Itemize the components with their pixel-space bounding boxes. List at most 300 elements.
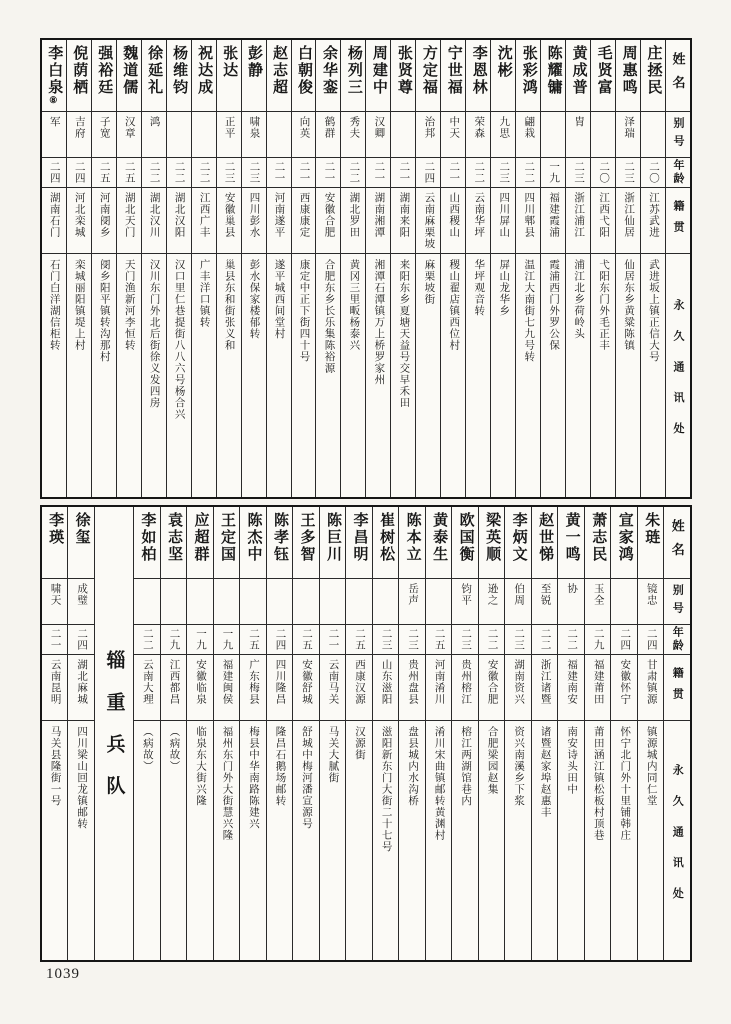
person-age: 二三 bbox=[248, 161, 260, 184]
person-address: 康定中正下街四十号 bbox=[298, 259, 310, 363]
person-name: 李昌明 bbox=[351, 512, 368, 563]
person-native-cell bbox=[466, 188, 490, 254]
person-age: 二四 bbox=[73, 161, 85, 184]
person-alias: 正平 bbox=[223, 116, 235, 139]
person-column bbox=[191, 40, 216, 497]
person-native: 安徽临泉 bbox=[194, 659, 206, 705]
person-age-cell bbox=[491, 158, 515, 188]
person-age-cell bbox=[292, 158, 316, 188]
person-name: 徐玺 bbox=[73, 512, 90, 546]
person-alias-cell bbox=[192, 112, 216, 158]
person-column bbox=[241, 40, 266, 497]
person-address: 诸暨赵家埠赵惠丰 bbox=[539, 726, 551, 818]
person-name-cell bbox=[558, 507, 584, 579]
person-column bbox=[66, 40, 91, 497]
person-alias-cell bbox=[585, 579, 611, 625]
person-name: 王定国 bbox=[218, 512, 235, 563]
person-address: 巢县东和街张义和 bbox=[223, 259, 235, 351]
person-name: 陈耀镛 bbox=[545, 45, 562, 96]
person-name: 李瑛 bbox=[47, 512, 64, 546]
person-address-cell bbox=[217, 254, 241, 497]
person-column bbox=[531, 507, 558, 960]
person-age: 二九 bbox=[592, 628, 604, 651]
header-age-label: 年龄 bbox=[672, 159, 685, 186]
person-age: 二四 bbox=[645, 628, 657, 651]
person-name: 张贤尊 bbox=[395, 45, 412, 96]
person-name: 陈杰中 bbox=[245, 512, 262, 563]
person-address: 仙居东乡黄粱陈镇 bbox=[623, 259, 635, 351]
person-name-cell bbox=[67, 40, 91, 112]
person-address: 临泉东大街兴隆 bbox=[194, 726, 206, 807]
section-divider bbox=[94, 507, 133, 960]
person-address-cell bbox=[214, 721, 240, 960]
person-name-cell bbox=[267, 507, 293, 579]
roster-table-top bbox=[40, 38, 692, 499]
person-native-cell bbox=[585, 655, 611, 721]
person-address-cell bbox=[346, 721, 372, 960]
person-native-cell bbox=[92, 188, 116, 254]
person-address: 石门白洋湖信柜转 bbox=[48, 259, 60, 351]
person-alias-cell bbox=[134, 579, 160, 625]
person-name-cell bbox=[616, 40, 640, 112]
person-native: 湖南资兴 bbox=[513, 659, 525, 705]
person-name: 庄拯民 bbox=[645, 45, 662, 96]
person-alias: 岳声 bbox=[407, 583, 419, 606]
person-alias-cell bbox=[142, 112, 166, 158]
person-alias: 九思 bbox=[498, 116, 510, 139]
person-name-cell bbox=[117, 40, 141, 112]
person-column bbox=[465, 40, 490, 497]
person-address-cell bbox=[92, 254, 116, 497]
person-name-cell bbox=[161, 507, 187, 579]
person-alias: 汉卿 bbox=[373, 116, 385, 139]
person-column bbox=[440, 40, 465, 497]
person-name-cell bbox=[316, 40, 340, 112]
person-name: 陈孝钰 bbox=[272, 512, 288, 563]
person-age: 二九 bbox=[168, 628, 180, 651]
person-column bbox=[345, 507, 372, 960]
person-column bbox=[640, 40, 665, 497]
person-address: 资兴南溪乡下浆 bbox=[513, 726, 525, 807]
person-name-cell bbox=[187, 507, 213, 579]
person-alias-cell bbox=[516, 112, 540, 158]
person-name-cell bbox=[541, 40, 565, 112]
person-native-cell bbox=[293, 655, 319, 721]
person-age: 二五 bbox=[301, 628, 313, 651]
person-column bbox=[319, 507, 346, 960]
person-native: 河南淆川 bbox=[433, 659, 445, 705]
person-address: 来阳东乡夏塘天益号交早禾田 bbox=[398, 259, 410, 409]
person-column bbox=[239, 507, 266, 960]
person-age: 二二 bbox=[539, 628, 551, 651]
person-name: 黄泰生 bbox=[431, 512, 448, 563]
person-native-cell bbox=[373, 655, 399, 721]
person-column bbox=[425, 507, 452, 960]
person-age: 二四 bbox=[76, 628, 88, 651]
person-alias-cell bbox=[641, 112, 665, 158]
person-name: 强裕廷 bbox=[96, 45, 113, 96]
person-native: 四川屏山 bbox=[498, 192, 510, 238]
person-age: 二五 bbox=[354, 628, 366, 651]
person-address: 马关大腻街 bbox=[327, 726, 339, 784]
person-name-cell bbox=[293, 507, 319, 579]
person-column bbox=[186, 507, 213, 960]
person-native: 湖北罗田 bbox=[348, 192, 360, 238]
person-address-cell bbox=[452, 721, 478, 960]
header-alias bbox=[666, 112, 690, 158]
person-address-cell bbox=[240, 721, 266, 960]
person-address: 温江大南街七九号转 bbox=[523, 259, 535, 363]
person-native-cell bbox=[292, 188, 316, 254]
person-address-cell bbox=[42, 721, 68, 960]
person-name-cell bbox=[566, 40, 590, 112]
header-address-label: 永久通讯处 bbox=[671, 763, 684, 918]
person-name-cell bbox=[466, 40, 490, 112]
person-native-cell bbox=[452, 655, 478, 721]
person-alias: 协 bbox=[566, 583, 578, 595]
person-address-cell bbox=[316, 254, 340, 497]
person-name: 杨维钧 bbox=[171, 45, 188, 96]
person-name-cell bbox=[611, 507, 637, 579]
person-native: 湖北汉川 bbox=[148, 192, 160, 238]
person-age-cell bbox=[142, 158, 166, 188]
person-age: 二一 bbox=[323, 161, 335, 184]
person-age-cell bbox=[217, 158, 241, 188]
person-name-cell bbox=[426, 507, 452, 579]
person-age: 二一 bbox=[49, 628, 61, 651]
person-name-cell bbox=[214, 507, 240, 579]
person-address: 汉川东门外北后街徐义发四房 bbox=[148, 259, 160, 409]
person-age-cell bbox=[391, 158, 415, 188]
person-address: 麻栗坡街 bbox=[423, 259, 435, 305]
person-alias-cell bbox=[638, 579, 664, 625]
person-age: 一九 bbox=[548, 161, 560, 184]
person-address: 榕江两湖馆巷内 bbox=[460, 726, 472, 807]
person-address: 淆川宋曲镇邮转黄渊村 bbox=[433, 726, 445, 841]
person-address-cell bbox=[611, 721, 637, 960]
person-age: 二一 bbox=[448, 161, 460, 184]
person-name: 周惠鸣 bbox=[620, 45, 637, 96]
person-column bbox=[42, 40, 66, 497]
person-alias: 成璧 bbox=[76, 583, 88, 606]
person-column bbox=[615, 40, 640, 497]
person-name: 应超群 bbox=[192, 512, 209, 563]
person-native-cell bbox=[616, 188, 640, 254]
person-native: 安徽巢县 bbox=[223, 192, 235, 238]
person-native-cell bbox=[479, 655, 505, 721]
person-age-cell bbox=[267, 625, 293, 655]
person-native-cell bbox=[117, 188, 141, 254]
person-age-cell bbox=[505, 625, 531, 655]
person-age-cell bbox=[441, 158, 465, 188]
person-address: 华坪观音转 bbox=[473, 259, 485, 317]
person-name-cell bbox=[217, 40, 241, 112]
person-alias-cell bbox=[161, 579, 187, 625]
person-age: 一九 bbox=[194, 628, 206, 651]
person-native: 河北栾城 bbox=[73, 192, 85, 238]
person-age: 二五 bbox=[123, 161, 135, 184]
person-column bbox=[291, 40, 316, 497]
person-address: 福州东门外大街慧兴隆 bbox=[221, 726, 233, 841]
person-native-cell bbox=[67, 188, 91, 254]
header-alias bbox=[664, 579, 690, 625]
person-age-cell bbox=[42, 625, 68, 655]
person-address: 汉口里仁巷提街八八六号杨合兴 bbox=[173, 259, 185, 420]
person-native: 湖北天门 bbox=[123, 192, 135, 238]
person-native-cell bbox=[399, 655, 425, 721]
person-address-cell bbox=[426, 721, 452, 960]
person-age: 二〇 bbox=[598, 161, 610, 184]
person-alias-cell bbox=[532, 579, 558, 625]
person-address: 天门渔新河李恒转 bbox=[123, 259, 135, 351]
person-age-cell bbox=[566, 158, 590, 188]
header-column bbox=[663, 507, 690, 960]
person-age: 二三 bbox=[498, 161, 510, 184]
person-address: 马关县隆街一号 bbox=[49, 726, 61, 807]
person-age-cell bbox=[611, 625, 637, 655]
person-native: 山东滋阳 bbox=[380, 659, 392, 705]
person-alias: 啸泉 bbox=[248, 116, 260, 139]
person-name-cell bbox=[192, 40, 216, 112]
person-address-cell bbox=[242, 254, 266, 497]
person-name-cell bbox=[240, 507, 266, 579]
person-alias: 中天 bbox=[448, 116, 460, 139]
person-name: 祝达成 bbox=[196, 45, 213, 96]
person-age-cell bbox=[558, 625, 584, 655]
person-alias-cell bbox=[68, 579, 94, 625]
person-address-cell bbox=[532, 721, 558, 960]
person-name-cell bbox=[92, 40, 116, 112]
person-native-cell bbox=[240, 655, 266, 721]
person-alias-cell bbox=[616, 112, 640, 158]
person-address-cell bbox=[293, 721, 319, 960]
person-age: 二四 bbox=[48, 161, 60, 184]
person-alias-cell bbox=[558, 579, 584, 625]
person-native: 西康康定 bbox=[298, 192, 310, 238]
person-alias-cell bbox=[217, 112, 241, 158]
person-age-cell bbox=[641, 158, 665, 188]
person-native-cell bbox=[142, 188, 166, 254]
person-name: 王多智 bbox=[298, 512, 315, 563]
person-native-cell bbox=[320, 655, 346, 721]
person-age-cell bbox=[117, 158, 141, 188]
person-name-cell bbox=[516, 40, 540, 112]
person-age-cell bbox=[479, 625, 505, 655]
person-name: 张彩鸿 bbox=[520, 45, 537, 96]
person-address: 广丰洋口镇转 bbox=[198, 259, 210, 328]
person-native: 湖南湘潭 bbox=[373, 192, 385, 238]
person-address-cell bbox=[42, 254, 66, 497]
person-native-cell bbox=[217, 188, 241, 254]
header-age-label: 年龄 bbox=[671, 626, 684, 653]
header-address bbox=[666, 254, 690, 497]
person-age: 二四 bbox=[619, 628, 631, 651]
person-name: 方定福 bbox=[420, 45, 437, 96]
person-column bbox=[216, 40, 241, 497]
person-address: 栾城丽阳镇堤上村 bbox=[73, 259, 85, 351]
person-address: 舒城中梅河潘宣源号 bbox=[301, 726, 313, 830]
person-native: 山西稷山 bbox=[448, 192, 460, 238]
person-age: 二一 bbox=[273, 161, 285, 184]
person-column bbox=[365, 40, 390, 497]
person-alias-cell bbox=[316, 112, 340, 158]
person-alias-cell bbox=[441, 112, 465, 158]
person-alias-cell bbox=[42, 112, 66, 158]
person-alias: 向英 bbox=[298, 116, 310, 139]
person-alias-cell bbox=[42, 579, 68, 625]
person-address: 武进坂上镇正信大号 bbox=[648, 259, 660, 363]
person-age-cell bbox=[366, 158, 390, 188]
person-address-cell bbox=[591, 254, 615, 497]
person-native-cell bbox=[611, 655, 637, 721]
person-age: 二二 bbox=[473, 161, 485, 184]
person-alias-cell bbox=[214, 579, 240, 625]
person-address: 稷山翟店镇西位村 bbox=[448, 259, 460, 351]
person-native: 浙江诸暨 bbox=[539, 659, 551, 705]
person-age: 二二 bbox=[148, 161, 160, 184]
person-column bbox=[478, 507, 505, 960]
person-address: 南安诗头田中 bbox=[566, 726, 578, 795]
person-native: 安徽怀宁 bbox=[619, 659, 631, 705]
person-alias-cell bbox=[366, 112, 390, 158]
section-divider-label: 辎重兵队 bbox=[103, 649, 125, 818]
person-column bbox=[91, 40, 116, 497]
person-native: 河南阌乡 bbox=[98, 192, 110, 238]
person-column bbox=[590, 40, 615, 497]
person-alias-cell bbox=[611, 579, 637, 625]
person-age-cell bbox=[638, 625, 664, 655]
person-alias: 翩栽 bbox=[523, 116, 535, 139]
person-alias: 治邦 bbox=[423, 116, 435, 139]
person-native-cell bbox=[316, 188, 340, 254]
person-address-cell bbox=[416, 254, 440, 497]
person-address-cell bbox=[320, 721, 346, 960]
person-native: 湖南石门 bbox=[48, 192, 60, 238]
person-address-cell bbox=[479, 721, 505, 960]
person-age: 二四 bbox=[423, 161, 435, 184]
person-alias: 鸿 bbox=[148, 116, 160, 128]
person-age-cell bbox=[616, 158, 640, 188]
person-age-cell bbox=[399, 625, 425, 655]
person-alias-cell bbox=[117, 112, 141, 158]
person-address: 浦江北乡荷岭头 bbox=[573, 259, 585, 340]
person-name: 黄一鸣 bbox=[563, 512, 580, 563]
person-alias-cell bbox=[293, 579, 319, 625]
person-alias-cell bbox=[187, 579, 213, 625]
person-alias: 玉全 bbox=[592, 583, 604, 606]
person-native: 江西弋阳 bbox=[598, 192, 610, 238]
person-name: 杨列三 bbox=[345, 45, 362, 96]
person-name: 魏道儒 bbox=[121, 45, 138, 96]
person-alias: 秀夫 bbox=[348, 116, 360, 139]
person-alias-cell bbox=[541, 112, 565, 158]
person-name-cell bbox=[346, 507, 372, 579]
person-name: 赵志超 bbox=[271, 45, 288, 96]
person-column bbox=[515, 40, 540, 497]
header-native bbox=[664, 655, 690, 721]
person-address-cell bbox=[505, 721, 531, 960]
person-name: 徐延礼 bbox=[146, 45, 163, 96]
person-name: 倪荫栖 bbox=[71, 45, 88, 96]
person-name: 袁志坚 bbox=[165, 512, 182, 563]
person-name-cell bbox=[391, 40, 415, 112]
person-column bbox=[451, 507, 478, 960]
person-name-cell bbox=[134, 507, 160, 579]
person-native-cell bbox=[192, 188, 216, 254]
person-age-cell bbox=[541, 158, 565, 188]
person-address-cell bbox=[399, 721, 425, 960]
person-name: 陈巨川 bbox=[325, 512, 342, 563]
person-age-cell bbox=[293, 625, 319, 655]
person-native: 贵州榕江 bbox=[460, 659, 472, 705]
person-name-cell bbox=[452, 507, 478, 579]
person-age: 二三 bbox=[380, 628, 392, 651]
person-age: 二〇 bbox=[648, 161, 660, 184]
person-column bbox=[390, 40, 415, 497]
person-alias: 镜忠 bbox=[645, 583, 657, 606]
person-name-cell bbox=[68, 507, 94, 579]
person-native: 湖北麻城 bbox=[76, 659, 88, 705]
person-name-cell bbox=[591, 40, 615, 112]
person-column bbox=[42, 507, 68, 960]
person-address-cell bbox=[366, 254, 390, 497]
person-native: 贵州盘县 bbox=[407, 659, 419, 705]
person-name: 李恩林 bbox=[470, 45, 487, 96]
person-alias: 泽瑞 bbox=[623, 116, 635, 139]
person-age: 二一 bbox=[298, 161, 310, 184]
person-name-cell bbox=[532, 507, 558, 579]
header-age bbox=[664, 625, 690, 655]
person-age: 二三 bbox=[223, 161, 235, 184]
person-age-cell bbox=[192, 158, 216, 188]
person-native-cell bbox=[532, 655, 558, 721]
person-alias-cell bbox=[491, 112, 515, 158]
person-address-cell bbox=[491, 254, 515, 497]
header-address-label: 永久通讯处 bbox=[672, 298, 685, 453]
person-column bbox=[133, 507, 160, 960]
person-age: 二二 bbox=[198, 161, 210, 184]
person-alias: 子宽 bbox=[98, 116, 110, 139]
person-alias-cell bbox=[566, 112, 590, 158]
person-native: 湖南来阳 bbox=[398, 192, 410, 238]
person-alias-cell bbox=[452, 579, 478, 625]
person-name-cell bbox=[505, 507, 531, 579]
person-native: 江苏武进 bbox=[648, 192, 660, 238]
person-name-cell bbox=[638, 507, 664, 579]
person-age-cell bbox=[591, 158, 615, 188]
person-alias-cell bbox=[505, 579, 531, 625]
person-name: 欧国衡 bbox=[457, 512, 474, 563]
person-alias-cell bbox=[67, 112, 91, 158]
person-age: 二一 bbox=[398, 161, 410, 184]
person-alias-cell bbox=[267, 579, 293, 625]
person-name-cell bbox=[142, 40, 166, 112]
person-name-cell bbox=[320, 507, 346, 579]
person-address: 盘县城内水沟桥 bbox=[407, 726, 419, 807]
person-native-cell bbox=[566, 188, 590, 254]
person-name: 彭静 bbox=[246, 45, 263, 79]
header-alias-label: 别号 bbox=[672, 116, 685, 153]
person-alias: 吉府 bbox=[73, 116, 85, 139]
person-address-cell bbox=[167, 254, 191, 497]
person-name: 萧志民 bbox=[590, 512, 607, 563]
header-name bbox=[664, 507, 690, 579]
person-alias-cell bbox=[591, 112, 615, 158]
person-name: 赵世悌 bbox=[537, 512, 554, 563]
person-address-cell bbox=[391, 254, 415, 497]
person-native-cell bbox=[134, 655, 160, 721]
person-name: 毛贤富 bbox=[595, 45, 612, 96]
